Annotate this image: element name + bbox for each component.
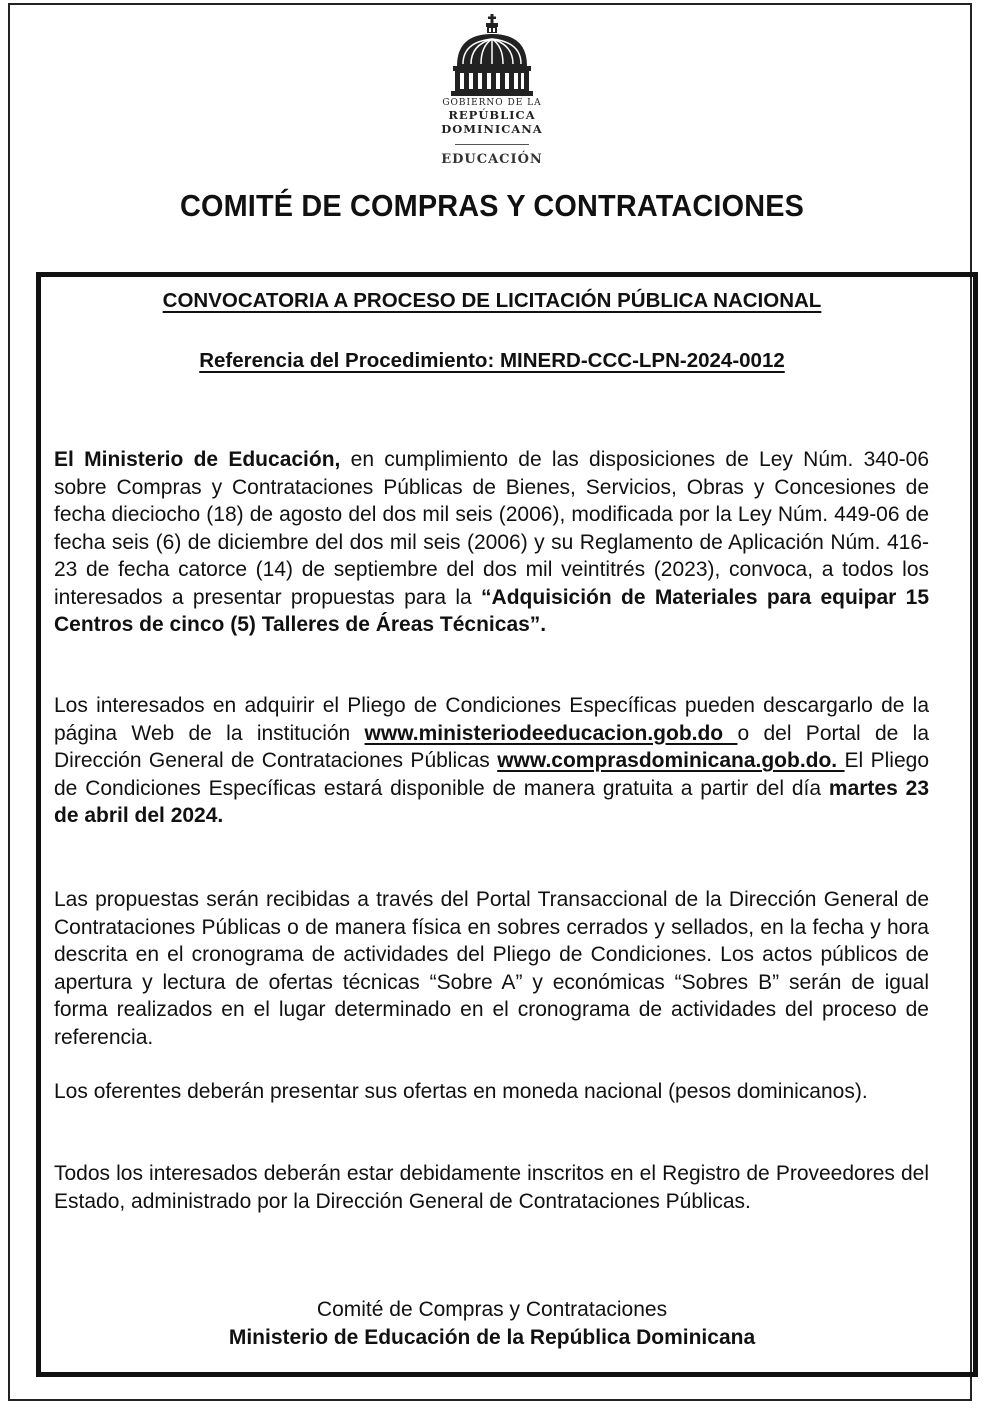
- government-logo: [400, 14, 584, 167]
- paragraph-registry: Todos los interesados deberán estar debidamente inscritos en el Registro de Proveedores del Estado, administrado por la Dirección General de Contrataciones Públicas.: [54, 1162, 929, 1213]
- ministry-name: El Ministerio de Educación,: [54, 448, 341, 471]
- paragraph-currency: Los oferentes deberán presentar sus ofertas en moneda nacional (pesos dominicanos).: [54, 1080, 868, 1103]
- download-text-c: El Pliego de Condiciones Específicas estará disponible de manera gratuita a partir del día: [54, 749, 929, 800]
- paragraph-proposals: Las propuestas serán recibidas a través del Portal Transaccional de la Dirección General de Contrataciones Públicas o de manera física en sobres cerrados y sellados, en la fecha y hora descrita en el cronograma de actividades del Pliego de Condiciones. Los actos públicos de apertura y lectura de ofertas técnicas “Sobre A” y económicas “Sobres B” serán de igual forma realizados en el lugar determinado en el cronograma de actividades del proceso de referencia.: [54, 888, 929, 1049]
- notice-title-text: CONVOCATORIA A PROCESO DE LICITACIÓN PÚBLICA NACIONAL: [162, 289, 822, 312]
- ministry-website-link[interactable]: www.ministeriodeeducacion.gob.do: [364, 721, 738, 745]
- paragraph-download: [54, 692, 929, 830]
- signature-committee: Comité de Compras y Contrataciones: [316, 1298, 668, 1321]
- logo-line-educacion: EDUCACIÓN: [441, 152, 543, 167]
- availability-date: martes 23 de abril del 2024.: [54, 776, 929, 827]
- compras-portal-link[interactable]: www.comprasdominicana.gob.do.: [497, 749, 845, 772]
- procedure-reference-text: Referencia del Procedimiento: MINERD-CCC-LPN-2024-0012: [199, 349, 785, 372]
- notice-title: [0, 289, 984, 313]
- logo-line-republica: REPÚBLICA DOMINICANA: [441, 108, 543, 136]
- committee-title: COMITÉ DE COMPRAS Y CONTRATACIONES: [179, 188, 805, 223]
- logo-divider: [455, 144, 529, 145]
- signature-ministry: Ministerio de Educación de la República Dominicana: [228, 1326, 756, 1349]
- convocation-text: en cumplimiento de las disposiciones de Ley Núm. 340-06 sobre Compras y Contrataciones Públicas de Bienes, Servicios, Obras y Concesiones de fecha dieciocho (18) de agosto del dos mil seis (2006), modificada por la Ley Núm. 449-06 de fecha seis (6) de diciembre del dos mil seis (2006) y su Reglamento de Aplicación Núm. 416-23 de fecha catorce (14) de septiembre del dos mil veintitrés (2023), convoca, a todos los interesados a presentar propuestas para la: [54, 448, 929, 609]
- logo-line-gobierno: GOBIERNO DE LA: [442, 98, 542, 108]
- download-text-a: Los interesados en adquirir el Pliego de Condiciones Específicas pueden descargarlo de la página Web de la institución: [54, 694, 929, 745]
- procurement-object: “Adquisición de Materiales para equipar 15 Centros de cinco (5) Talleres de Áreas Técnicas”.: [54, 585, 930, 636]
- paragraph-convocation: [54, 446, 929, 639]
- download-text-b: o del Portal de la Dirección General de Contrataciones Públicas: [54, 721, 930, 772]
- dome-emblem-icon: [449, 14, 535, 96]
- procedure-reference: [0, 349, 984, 373]
